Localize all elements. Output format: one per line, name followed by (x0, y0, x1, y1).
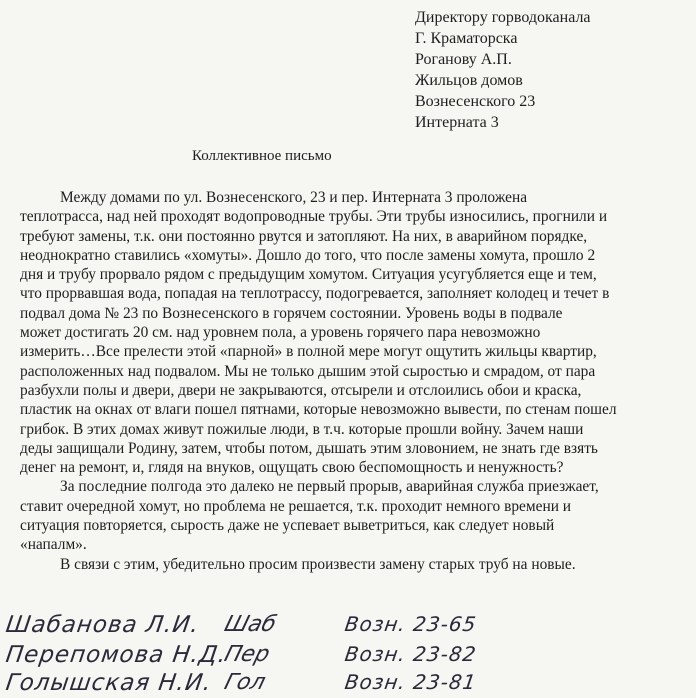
body-line: денег на ремонт, и, глядя на внуков, ощущать свою беспомощность и ненужность? (20, 459, 564, 477)
signature-row (0, 612, 696, 640)
handwritten-signature: Шаб (221, 612, 279, 637)
body-line: деды защищали Родину, затем, чтобы потом, дышать этим зловонием, не знать где взять (20, 439, 598, 457)
body-line: ставит очередной хомут, но проблема не решается, т.к. проходит немного времени и (20, 497, 572, 515)
letter-body (20, 188, 684, 574)
body-line: грибок. В этих домах живут пожилые люди, в т.ч. которые прошли войну. Зачем наши (20, 420, 584, 438)
signature-block (0, 612, 696, 696)
addressee-line: Г. Краматорска (415, 30, 518, 47)
addressee-line: Роганову А.П. (415, 51, 512, 68)
signatory-name: Голышская Н.И. (4, 670, 214, 696)
body-line: неоднократно ставились «хомуты». Дошло до того, что после замены хомута, прошло 2 (20, 246, 596, 264)
handwritten-signature: Гол (221, 670, 269, 695)
body-line: требуют замены, т.к. они постоянно рвутся и затопляют. На них, в аварийном порядке, (20, 227, 588, 245)
body-line: «напалм». (20, 536, 87, 554)
body-line: что прорвавшая вода, попадая на теплотрассу, подогревается, заполняет колодец и течет в (20, 285, 610, 303)
addressee-line: Директору горводоканала (415, 9, 591, 26)
signatory-name: Шабанова Л.И. (4, 612, 201, 638)
signatory-address: Возн. 23-81 (343, 670, 479, 694)
body-line: пластик на окнах от влаги пошел пятнами, которые невозможно вывести, по стенам пошел (20, 401, 617, 419)
body-line: подвал дома № 23 по Вознесенского в горячем состоянии. Уровень воды в подвале (20, 304, 563, 322)
body-line: За последние полгода это далеко не первый прорыв, аварийная служба приезжает, (60, 478, 599, 496)
addressee-line: Жильцов домов (415, 72, 523, 89)
body-line: расположенных над подвалом. Мы не только дышим этой сыростью и смрадом, от пара (20, 362, 596, 380)
letter-title: Коллективное письмо (192, 148, 332, 164)
signature-row (0, 670, 696, 698)
addressee-block (415, 7, 591, 133)
body-line: В связи с этим, убедительно просим произвести замену старых труб на новые. (60, 555, 576, 573)
signatory-address: Возн. 23-82 (343, 642, 479, 666)
signatory-name: Перепомова Н.Д. (4, 642, 229, 668)
body-line: может достигать 20 см. над уровнем пола, а уровень горячего пара невозможно (20, 324, 541, 342)
addressee-line: Интерната 3 (415, 114, 499, 131)
addressee-line: Вознесенского 23 (415, 93, 536, 110)
signatory-address: Возн. 23-65 (343, 612, 479, 636)
body-line: теплотрасса, над ней проходят водопроводные трубы. Эти трубы износились, прогнили и (20, 208, 608, 226)
body-line: дня и трубу прорвало рядом с предыдущим хомутом. Ситуация усугубляется еще и тем, (20, 266, 597, 284)
body-line: ситуация повторяется, сырость даже не успевает выветриться, как следует новый (20, 517, 555, 535)
handwritten-signature: Пер (221, 642, 273, 667)
body-line: Между домами по ул. Вознесенского, 23 и пер. Интерната 3 проложена (60, 189, 528, 206)
signature-row (0, 642, 696, 670)
body-line: разбухли полы и двери, двери не закрываются, отсырели и отслоились обои и краска, (20, 381, 582, 399)
body-line: измерить…Все прелести этой «парной» в полной мере могут ощутить жильцы квартир, (20, 343, 597, 361)
